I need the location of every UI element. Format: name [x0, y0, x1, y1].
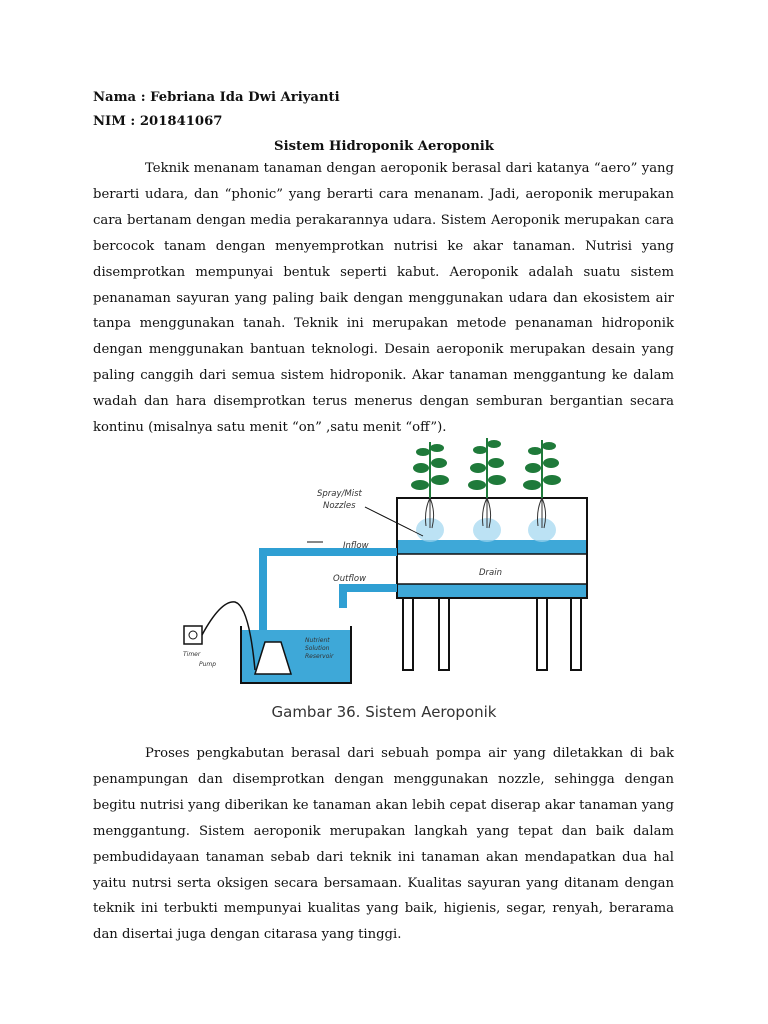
paragraph-intro: Teknik menanam tanaman dengan aeroponik berasal dari katanya “aero” yang berarti udara, dan “phonic” yang berarti cara menanam. Jadi, aeroponik merupakan cara bertanam dengan media perakarannya udara. Sistem Aeroponik merupakan cara bercocok tanam dengan menyemprotkan nutrisi ke akar tanaman. Nutrisi yang disemprotkan mempunyai bentuk seperti kabut. Aeroponik adalah suatu sistem penanaman sayuran yang paling baik dengan menggunakan udara dan ekosistem air tanpa menggunakan tanah. Teknik ini merupakan metode penanaman hidroponik dengan menggunakan bantuan teknologi. Desain aeroponik merupakan desain yang paling canggih dari semua sistem hidroponik. Akar tanaman menggantung ke dalam wadah dan hara disemprotkan terus menerus dengan semburan bergantian secara kontinu (misalnya satu menit “on” ,satu menit “off”). — [93, 161, 674, 436]
leg — [403, 598, 413, 670]
document-title: Sistem Hidroponik Aeroponik — [274, 139, 494, 154]
plants — [411, 438, 561, 498]
plant — [468, 438, 506, 498]
drain-water — [398, 584, 586, 597]
leg — [571, 598, 581, 670]
timer-icon — [184, 626, 202, 644]
spray-label-2: Nozzles — [323, 501, 356, 511]
paragraph-process: Proses pengkabutan berasal dari sebuah pompa air yang diletakkan di bak penampungan dan disemprotkan dengan menggunakan nozzle, sehingga dengan begitu nutrisi yang diberikan ke tanaman akan lebih cepat diserap akar tanaman yang menggantung. Sistem aeroponik merupakan langkah yang tepat dan baik dalam pembudidayaan tanaman sebab dari teknik ini tanaman akan mendapatkan dua hal yaitu nutrsi serta oksigen secara bersamaan. Kualitas sayuran yang ditanam dengan teknik ini terbukti mempunyai kualitas yang baik, higienis, segar, renyah, berarama dan disertai juga dengan citarasa yang tinggi. — [93, 746, 674, 943]
outflow-label: Outflow — [333, 574, 367, 584]
plant — [523, 440, 561, 498]
pump-label: Pump — [199, 661, 217, 668]
spray-label: Spray/Mist — [317, 489, 362, 499]
reservoir-label-1: Nutrient — [305, 637, 330, 644]
timer-label: Timer — [183, 651, 201, 658]
plant — [411, 442, 449, 498]
leg — [537, 598, 547, 670]
outflow-pipe — [343, 588, 397, 608]
figure-caption: Gambar 36. Sistem Aeroponik — [271, 703, 497, 721]
student-nim: NIM : 201841067 — [93, 114, 223, 129]
aeroponic-diagram — [175, 430, 605, 690]
inflow-label: Inflow — [343, 541, 369, 551]
drain-label: Drain — [479, 568, 502, 578]
inflow-channel — [398, 540, 586, 554]
reservoir-label-2: Solution — [305, 645, 330, 652]
student-name: Nama : Febriana Ida Dwi Ariyanti — [93, 90, 340, 105]
reservoir-label-3: Reservoir — [305, 653, 334, 660]
leg — [439, 598, 449, 670]
